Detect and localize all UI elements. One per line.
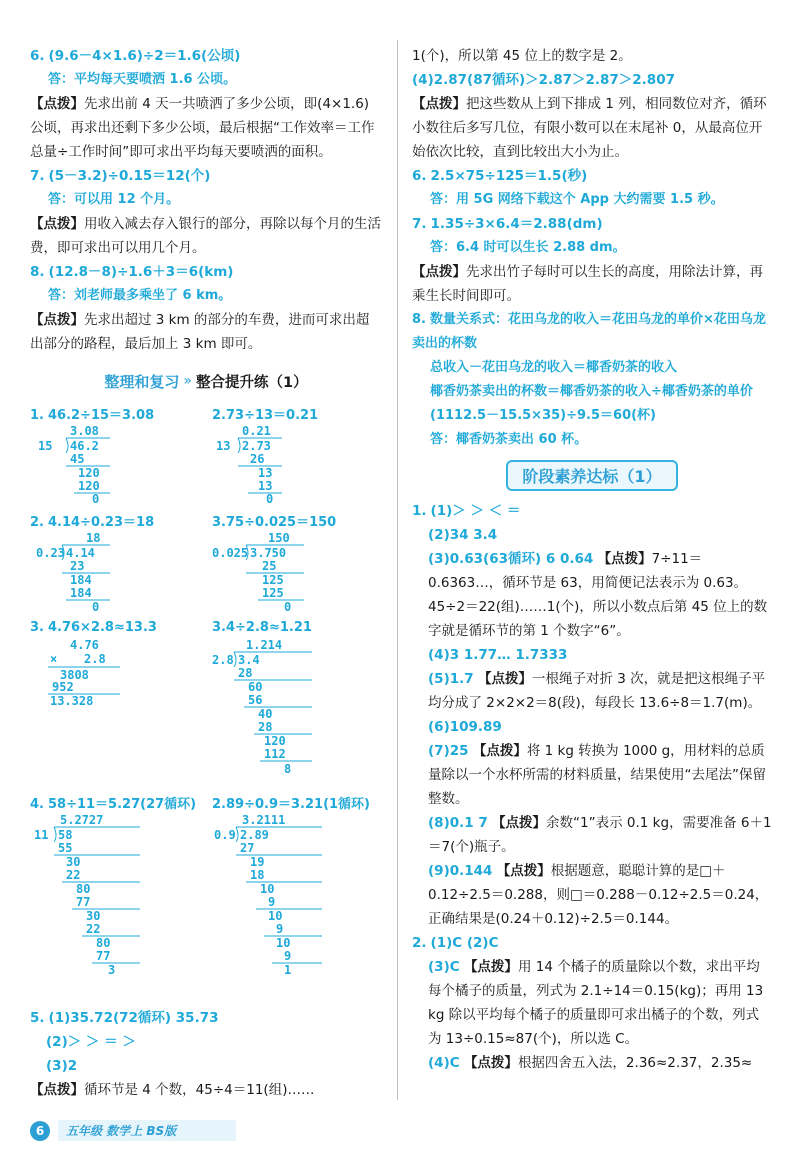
q7-tip: 【点拨】用收入减去存入银行的部分，再除以每个月的生活费，即可求出可以用几个月。 (30, 216, 381, 256)
page-footer (30, 1120, 236, 1141)
svg-text:13: 13 (258, 466, 273, 480)
svg-text:0.21: 0.21 (242, 424, 271, 438)
svg-text:9: 9 (276, 922, 284, 936)
svg-text:40: 40 (258, 707, 273, 721)
svg-text:3.750: 3.750 (250, 546, 287, 560)
svg-text:125: 125 (262, 586, 284, 600)
svg-text:18: 18 (86, 531, 101, 545)
q5-line3: (3)2 (46, 1058, 78, 1074)
svg-text:×: × (50, 652, 58, 666)
svg-text:0: 0 (284, 600, 292, 612)
svg-text:150: 150 (268, 531, 290, 545)
s1-item5: (5)1.7 【点拨】一根绳子对折 3 次，就是把这根绳子平均分成了 2×2×2＝8(段)，每段长 13.6÷8＝1.7(m)。 (428, 671, 766, 711)
r-q6-answer: 答：用 5G 网络下载这个 App 大约需要 1.5 秒。 (430, 192, 724, 207)
section-banner: 整理和复习 » 整合提升练（1） (104, 372, 308, 391)
right-column (412, 44, 772, 1075)
svg-text:26: 26 (250, 452, 265, 466)
svg-text:5.2727: 5.2727 (60, 813, 104, 827)
svg-text:0: 0 (266, 492, 274, 503)
svg-text:0.23: 0.23 (36, 546, 65, 560)
svg-text:0: 0 (92, 600, 100, 612)
calc-4: 4. 58÷11＝5.27(27循环) 5.2727 11 58 55 30 22 80 77 30 22 80 77 3 2.89÷0.9＝3.21(1循环) 3.2111 0.9 2.89 27 19 18 10 9 10 9 10 9 1 (30, 793, 382, 1006)
q5-tip: 【点拨】循环节是 4 个数，45÷4＝11(组)…… (30, 1082, 315, 1098)
svg-text:55: 55 (58, 841, 73, 855)
footer-text: 五年级 数学上 BS版 (58, 1120, 236, 1141)
q6-answer: 答：平均每天要喷洒 1.6 公顷。 (48, 72, 237, 87)
svg-text:3.4: 3.4 (238, 653, 260, 667)
svg-text:0.025: 0.025 (212, 546, 249, 560)
r-q8-line2: 总收入－花田乌龙的收入＝椰香奶茶的收入 (430, 360, 678, 375)
svg-text:2.89: 2.89 (240, 828, 269, 842)
column-divider (397, 40, 398, 1100)
svg-text:120: 120 (78, 466, 100, 480)
svg-text:80: 80 (76, 882, 91, 896)
svg-text:45: 45 (70, 452, 85, 466)
svg-text:125: 125 (262, 573, 284, 587)
q8-equation: 8. (12.8－8)÷1.6＋3＝6(km) (30, 264, 234, 280)
r-q8-line4: (1112.5－15.5×35)÷9.5＝60(杯) (430, 408, 657, 423)
page-number: 6 (30, 1121, 50, 1141)
r-q7-tip: 【点拨】先求出竹子每时可以生长的高度，用除法计算，再乘生长时间即可。 (412, 264, 763, 304)
svg-text:30: 30 (86, 909, 101, 923)
s2-item4: (4)C 【点拨】根据四舍五入法，2.36≈2.37，2.35≈ (428, 1055, 753, 1071)
long-division-4b (212, 812, 372, 1002)
double-arrow-icon: » (183, 373, 192, 389)
svg-text:9: 9 (268, 895, 276, 909)
s1-item6: (6)109.89 (428, 719, 502, 735)
svg-text:13: 13 (216, 439, 231, 453)
svg-text:28: 28 (238, 666, 253, 680)
q8-tip: 【点拨】先求出超过 3 km 的部分的车费，进而可求出超出部分的路程，最后加上 3 km 即可。 (30, 312, 370, 352)
calc-3: 3. 4.76×2.8≈13.3 4.76 × 2.8 3808 952 13.328 3.4÷2.8≈1.21 1.214 2.8 3.4 28 60 56 40 28 120 112 8 (30, 620, 382, 789)
calc-1: 1. 46.2÷15＝3.08 3.08 15 46.2 45 120 120 0 2.73÷13＝0.21 0.21 13 2.73 26 13 13 0 (30, 404, 382, 507)
multiplication-3a (30, 635, 180, 705)
svg-text:77: 77 (96, 949, 111, 963)
svg-text:22: 22 (66, 868, 81, 882)
svg-text:22: 22 (86, 922, 101, 936)
svg-text:11: 11 (34, 828, 49, 842)
q6-tip: 【点拨】先求出前 4 天一共喷洒了多少公顷，即(4×1.6)公顷，再求出还剩下多少公顷，最后根据“工作效率＝工作总量÷工作时间”即可求出平均每天要喷洒的面积。 (30, 96, 375, 160)
svg-text:112: 112 (264, 747, 286, 761)
svg-text:1.214: 1.214 (246, 638, 283, 652)
svg-text:952: 952 (52, 680, 74, 694)
long-division-4a (30, 812, 190, 1002)
r-q6-equation: 6. 2.5×75÷125＝1.5(秒) (412, 168, 588, 184)
svg-text:15: 15 (38, 439, 53, 453)
svg-text:4.76: 4.76 (70, 638, 99, 652)
svg-text:77: 77 (76, 895, 91, 909)
section-title-box: 阶段素养达标（1） (412, 460, 772, 491)
svg-text:2.73: 2.73 (242, 439, 271, 453)
svg-text:4.14: 4.14 (66, 546, 95, 560)
r-q7-equation: 7. 1.35÷3×6.4＝2.88(dm) (412, 216, 603, 232)
cont-line: 1(个)，所以第 45 位上的数字是 2。 (412, 48, 632, 64)
svg-text:184: 184 (70, 586, 92, 600)
s1-item3: (3)0.63(63循环) 6 0.64 【点拨】7÷11＝0.6363…，循环节是 63，用简便记法表示为 0.63。45÷2＝22(组)……1(个)，所以小数点后第 45 位上的数字就是循环节的第 1 个数字“6”。 (428, 551, 768, 639)
s1-item1: 1. (1)＞ ＞ ＜ ＝ (412, 503, 521, 519)
svg-text:184: 184 (70, 573, 92, 587)
svg-text:27: 27 (240, 841, 255, 855)
svg-text:10: 10 (260, 882, 275, 896)
q5-line2: (2)＞ ＞ ＝ ＞ (46, 1034, 136, 1050)
s1-item4: (4)3 1.77… 1.7333 (428, 647, 568, 663)
r-q8-line1: 8. 数量关系式：花田乌龙的收入＝花田乌龙的单价×花田乌龙卖出的杯数 (412, 312, 766, 351)
long-division-1b (212, 423, 362, 503)
calc-2: 2. 4.14÷0.23＝18 18 0.23 4.14 23 184 184 0 3.75÷0.025＝150 150 0.025 3.750 25 125 125 0 (30, 511, 382, 616)
svg-text:3808: 3808 (60, 668, 89, 682)
s1-item7: (7)25 【点拨】将 1 kg 转换为 1000 g，用材料的总质量除以一个水杯所需的材料质量，结果使用“去尾法”保留整数。 (428, 743, 766, 807)
svg-text:0: 0 (92, 492, 100, 503)
svg-text:25: 25 (262, 559, 277, 573)
svg-text:80: 80 (96, 936, 111, 950)
r-q8-line5: 答：椰香奶茶卖出 60 杯。 (430, 432, 588, 447)
svg-text:120: 120 (78, 479, 100, 493)
r-q8-line3: 椰香奶茶卖出的杯数＝椰香奶茶的收入÷椰香奶茶的单价 (430, 384, 753, 399)
svg-text:19: 19 (250, 855, 265, 869)
q6-equation: 6. (9.6－4×1.6)÷2＝1.6(公顷) (30, 48, 241, 64)
svg-text:3: 3 (108, 963, 116, 977)
long-division-2a (30, 530, 180, 612)
s1-item2: (2)34 3.4 (428, 527, 498, 543)
svg-text:120: 120 (264, 734, 286, 748)
s2-item1: 2. (1)C (2)C (412, 935, 499, 951)
svg-text:28: 28 (258, 720, 273, 734)
svg-text:10: 10 (276, 936, 291, 950)
svg-text:10: 10 (268, 909, 283, 923)
long-division-1a (30, 423, 180, 503)
svg-text:46.2: 46.2 (70, 439, 99, 453)
svg-text:56: 56 (248, 693, 263, 707)
s1-item8: (8)0.1 7 【点拨】余数“1”表示 0.1 kg，需要准备 6＋1＝7(个)瓶子。 (428, 815, 772, 855)
svg-text:0.9: 0.9 (214, 828, 236, 842)
q5-line1: 5. (1)35.72(72循环) 35.73 (30, 1010, 219, 1026)
svg-text:18: 18 (250, 868, 265, 882)
q7-answer: 答：可以用 12 个月。 (48, 192, 180, 207)
svg-text:3.08: 3.08 (70, 424, 99, 438)
svg-text:2.8: 2.8 (212, 653, 234, 667)
svg-text:13.328: 13.328 (50, 694, 94, 705)
q7-equation: 7. (5－3.2)÷0.15＝12(个) (30, 168, 211, 184)
cont-tip: 【点拨】把这些数从上到下排成 1 列，相同数位对齐，循环小数往后多写几位，有限小数可以在末尾补 0，从最高位开始依次比较，直到比较出大小为止。 (412, 96, 767, 160)
svg-text:13: 13 (258, 479, 273, 493)
svg-text:60: 60 (248, 680, 263, 694)
q8-answer: 答：刘老师最多乘坐了 6 km。 (48, 288, 232, 303)
s2-item3: (3)C 【点拨】用 14 个橘子的质量除以个数，求出平均每个橘子的质量，列式为 2.1÷14＝0.15(kg)；再用 13 kg 除以平均每个橘子的质量即可求出橘子的个数，列式为 13÷0.15≈87(个)，所以选 C。 (428, 959, 764, 1047)
svg-text:23: 23 (70, 559, 85, 573)
svg-text:9: 9 (284, 949, 292, 963)
long-division-3b (212, 635, 362, 785)
left-column (30, 44, 382, 1102)
cont-compare: (4)2.87(87循环)＞2.87＞2.87＞2.807 (412, 72, 675, 88)
svg-text:30: 30 (66, 855, 81, 869)
svg-text:1: 1 (284, 963, 292, 977)
r-q7-answer: 答：6.4 时可以生长 2.88 dm。 (430, 240, 626, 255)
svg-text:3.2111: 3.2111 (242, 813, 286, 827)
s1-item9: (9)0.144 【点拨】根据题意，聪聪计算的是□＋0.12÷2.5＝0.288，则□＝0.288－0.12÷2.5＝0.24，正确结果是(0.24＋0.12)÷2.5＝0.144。 (428, 863, 769, 927)
svg-text:58: 58 (58, 828, 73, 842)
svg-text:2.8: 2.8 (84, 652, 106, 666)
long-division-2b (212, 530, 362, 612)
svg-text:8: 8 (284, 762, 292, 776)
